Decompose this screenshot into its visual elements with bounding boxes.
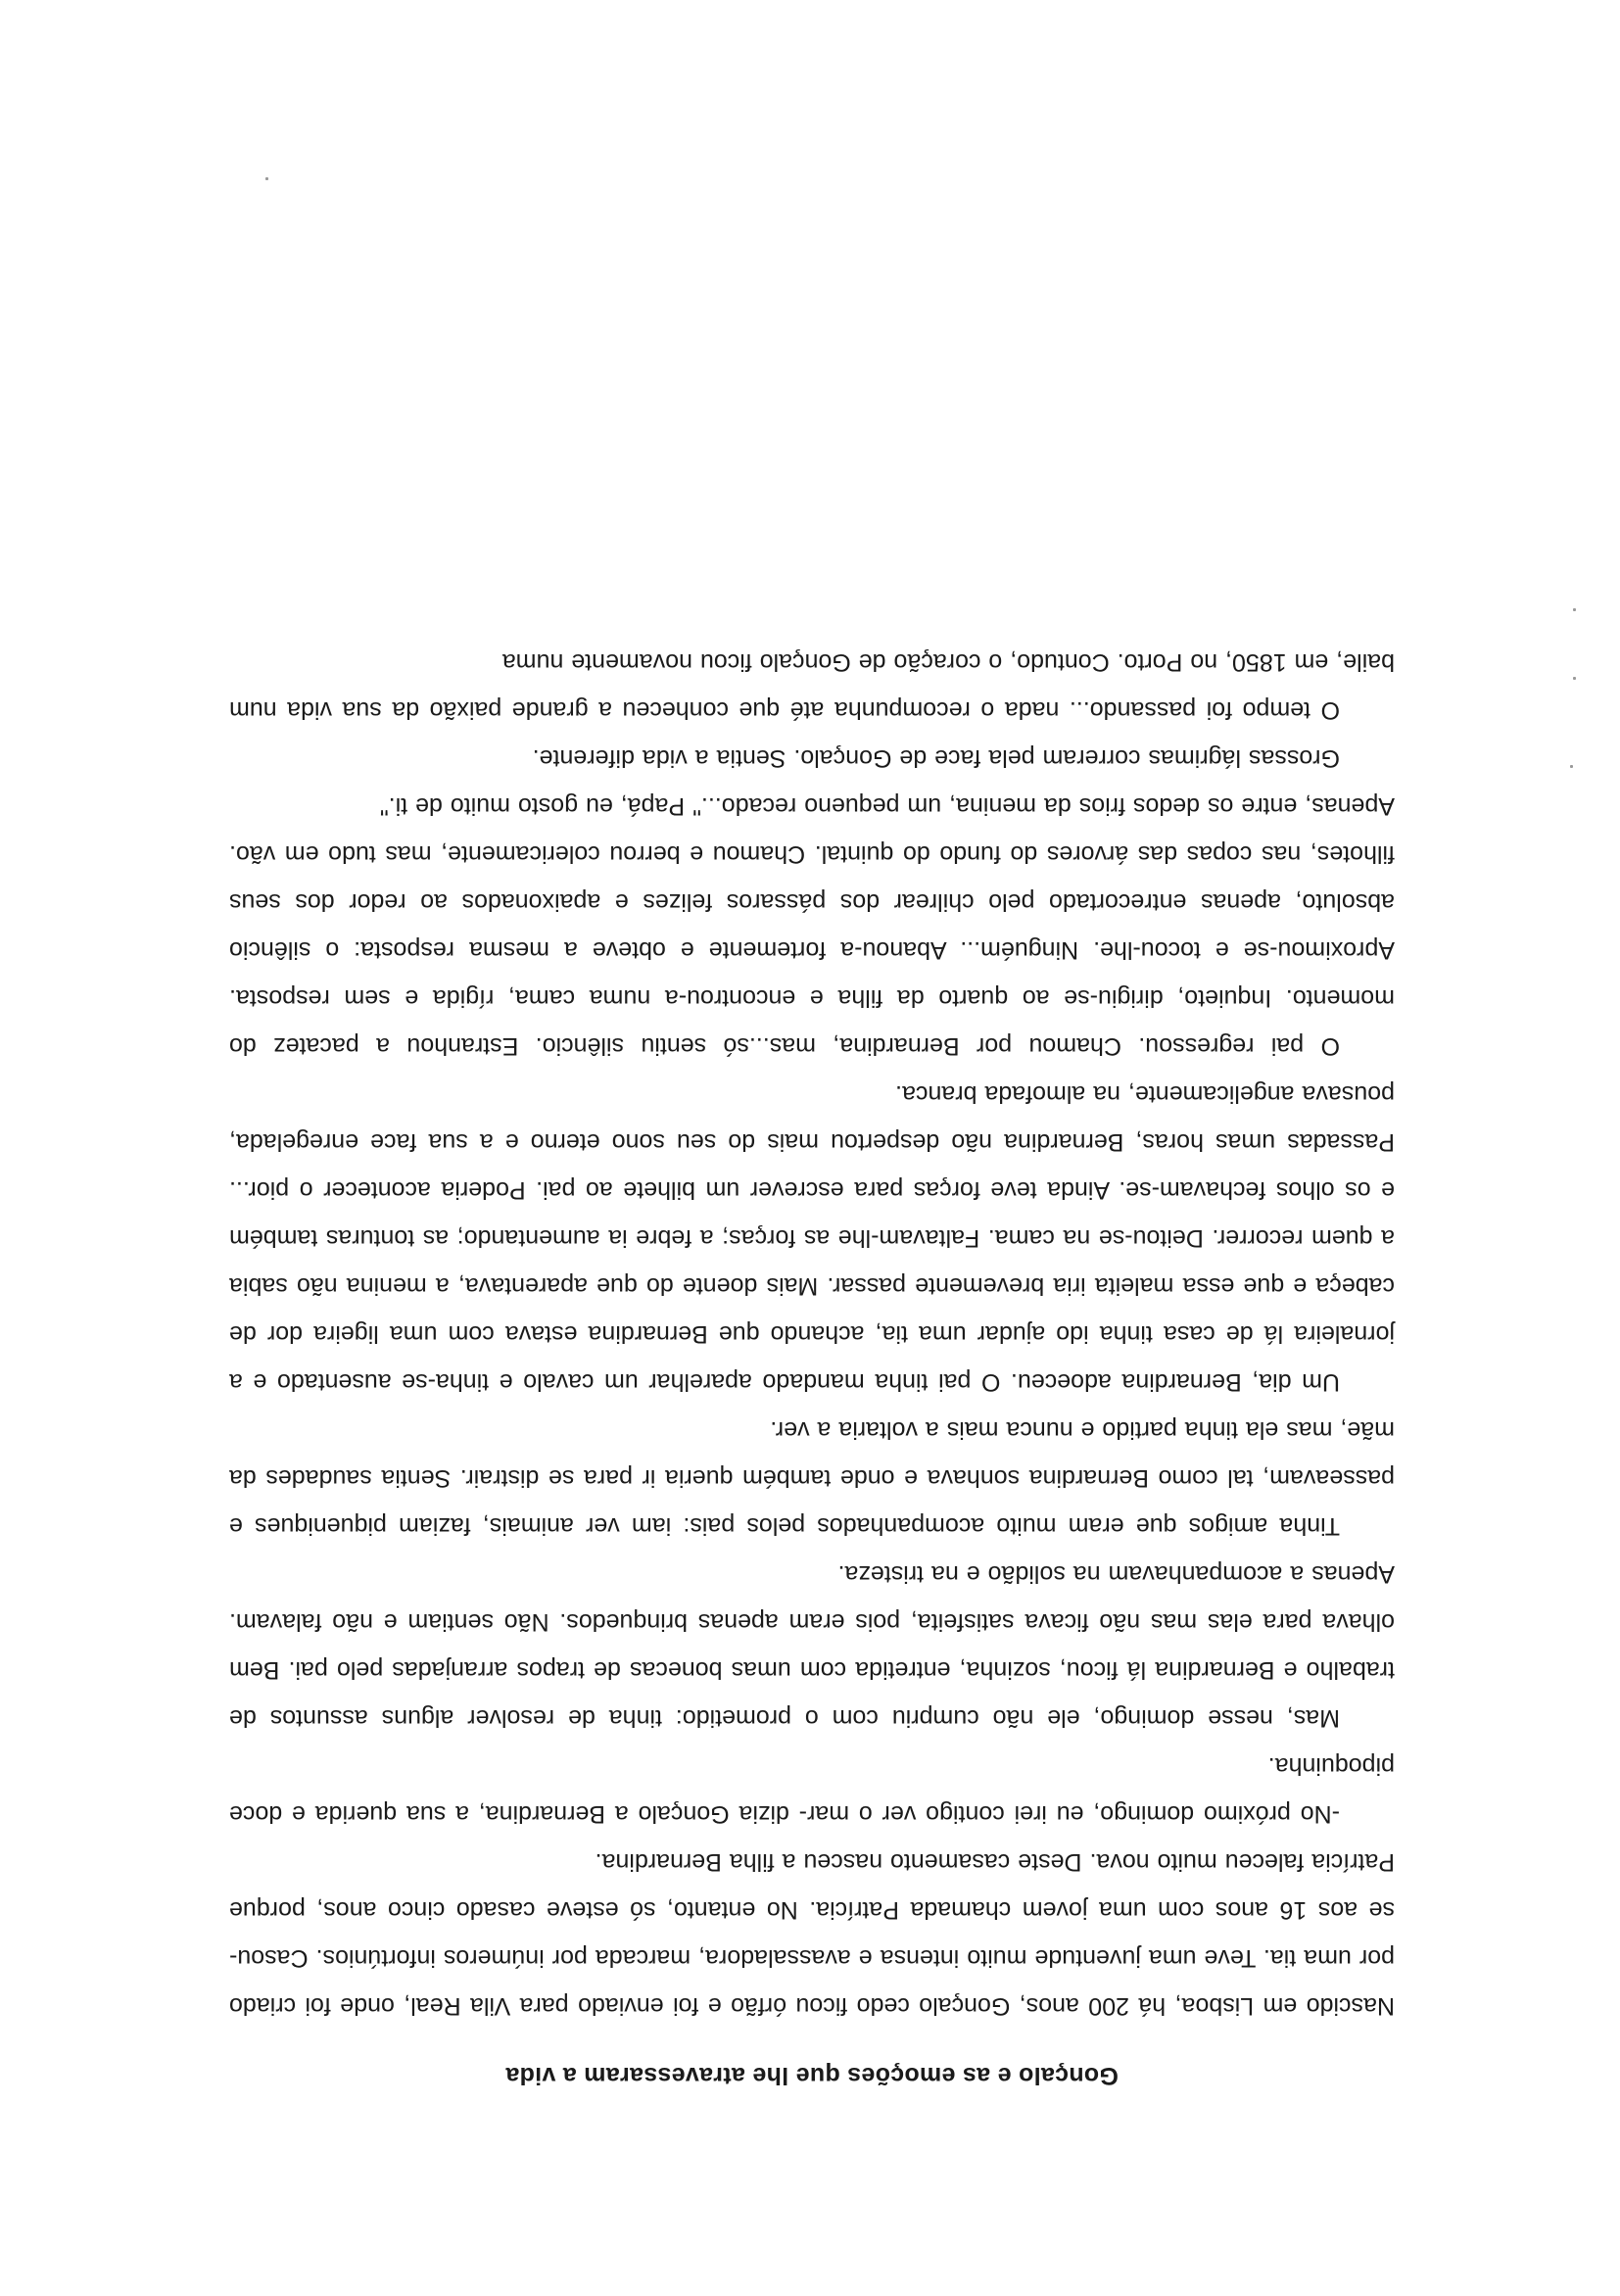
paragraph-3: Mas, nesse domingo, ele não cumpriu com o prometido: tinha de resolver alguns assuntos de trabalho e Bernardina lá ficou, sozinha, entretida com umas bonecas de trapos arranjadas pelo pai. Bem olhava para elas mas não ficava satisfeita, pois eram apenas brinquedos. Não sentiam e não falavam. Apenas a acompanhavam na solidão e na tristeza. bbox=[229, 1560, 1395, 1732]
paragraph-8: O tempo foi passando... nada o recompunha até que conheceu a grande paixão da sua vida num baile, em 1850, no Porto. Contudo, o coração de Gonçalo ficou novamente numa bbox=[229, 648, 1395, 724]
document-body bbox=[229, 638, 1395, 2090]
scan-speck bbox=[1573, 677, 1576, 680]
scan-speck bbox=[1570, 765, 1573, 768]
paragraph-7: Grossas lágrimas correram pela face de Gonçalo. Sentia a vida diferente. bbox=[532, 744, 1340, 772]
paragraph-4: Tinha amigos que eram muito acompanhados pelos pais: iam ver animais, faziam piqueniques e passeavam, tal como Bernardina sonhava e onde também queria ir para se distrair. Sentia saudades da mãe, mas ela tinha partido e nunca mais a voltaria a ver. bbox=[229, 1416, 1395, 1540]
paragraph-6: O pai regressou. Chamou por Bernardina, mas...só sentiu silêncio. Estranhou a pacatez do momento. Inquieto, dirigiu-se ao quarto da filha e encontrou-a numa cama, rígida e sem resposta. Aproximou-se e tocou-lhe. Ninguém... Abanou-a fortemente e obteve a mesma resposta: o silêncio absoluto, apenas entrecortado pelo chilrear dos pássaros felizes e apaixonados ao redor dos seus filhotes, nas copas das árvores do fundo do quintal. Chamou e berrou colericamente, mas tudo em vão. Apenas, entre os dedos frios da menina, um pequeno recado..." Papá, eu gosto muito de ti." bbox=[229, 792, 1395, 1060]
scan-speck bbox=[265, 177, 268, 180]
scan-speck bbox=[1573, 608, 1576, 611]
paragraph-2: -No próximo domingo, eu irei contigo ver o mar- dizia Gonçalo a Bernardina, a sua querida e doce pipoquinha. bbox=[229, 1752, 1395, 1828]
paragraph-5: Um dia, Bernardina adoeceu. O pai tinha mandado aparelhar um cavalo e tinha-se ausentado e a jornaleira lá de casa tinha ido ajudar uma tia, achando que Bernardina estava com uma ligeira dor de cabeça e que essa maleita iria brevemente passar. Mais doente do que aparentava, a menina não sabia a quem recorrer. Deitou-se na cama. Faltavam-lhe as forças; a febre ia aumentando; as tonturas também e os olhos fechavam-se. Ainda teve forças para escrever um bilhete ao pai. Poderia acontecer o pior... Passadas umas horas, Bernardina não despertou mais do seu sono eterno e a sua face enregelada, pousava angelicamente, na almofada branca. bbox=[229, 1080, 1395, 1396]
paragraph-1: Nascido em Lisboa, há 200 anos, Gonçalo cedo ficou órfão e foi enviado para Vila Real, onde foi criado por uma tia. Teve uma juventude muito intensa e avassaladora, marcada por inúmeros infortúnios. Casou-se aos 16 anos com uma jovem chamada Patrícia. No entanto, só esteve casado cinco anos, porque Patrícia faleceu muito nova. Deste casamento nasceu a filha Bernardina. bbox=[229, 1848, 1395, 2020]
document-title: Gonçalo e as emoções que lhe atravessaram a vida bbox=[505, 2062, 1119, 2089]
